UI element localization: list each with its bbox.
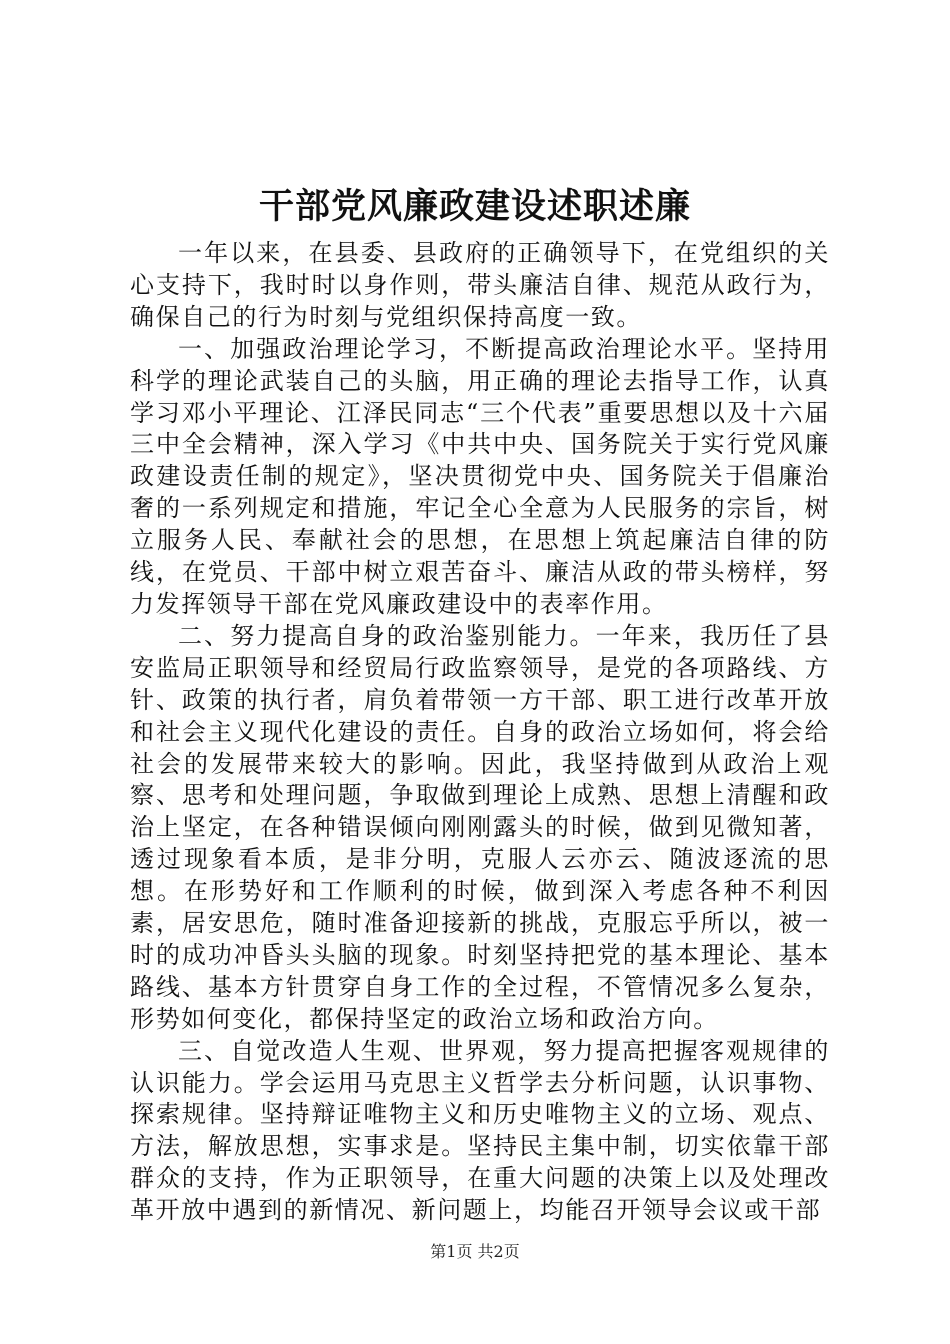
intro-paragraph: 一年以来，在县委、县政府的正确领导下，在党组织的关心支持下，我时时以身作则，带头廉洁自律、规范从政行为，确保自己的行为时刻与党组织保持高度一致。 — [130, 239, 830, 331]
page-footer: 第1页 共2页 — [430, 1242, 520, 1261]
document-body — [130, 238, 830, 1227]
section-two-paragraph: 二、努力提高自身的政治鉴别能力。一年来，我历任了县安监局正职领导和经贸局行政监察领导，是党的各项路线、方针、政策的执行者，肩负着带领一方干部、职工进行改革开放和社会主义现代化建设的责任。自身的政治立场如何，将会给社会的发展带来较大的影响。因此，我坚持做到从政治上观察、思考和处理问题，争取做到理论上成熟、思想上清醒和政治上坚定，在各种错误倾向刚刚露头的时候，做到见微知著，透过现象看本质，是非分明，克服人云亦云、随波逐流的思想。在形势好和工作顺利的时候，做到深入考虑各种不利因素，居安思危，随时准备迎接新的挑战，克服忘乎所以，被一时的成功冲昏头头脑的现象。时刻坚持把党的基本理论、基本路线、基本方针贯穿自身工作的全过程，不管情况多么复杂，形势如何变化，都保持坚定的政治立场和政治方向。 — [130, 621, 830, 1033]
document-title: 干部党风廉政建设述职述廉 — [258, 186, 691, 227]
section-three-paragraph: 三、自觉改造人生观、世界观，努力提高把握客观规律的认识能力。学会运用马克思主义哲学去分析问题，认识事物、探索规律。坚持辩证唯物主义和历史唯物主义的立场、观点、方法，解放思想，实事求是。坚持民主集中制，切实依靠干部群众的支持，作为正职领导，在重大问题的决策上以及处理改革开放中遇到的新情况、新问题上，均能召开领导会议或干部 — [130, 1036, 830, 1225]
section-one-paragraph: 一、加强政治理论学习，不断提高政治理论水平。坚持用科学的理论武装自己的头脑，用正确的理论去指导工作，认真学习邓小平理论、江泽民同志“三个代表”重要思想以及十六届三中全会精神，深入学习《中共中央、国务院关于实行党风廉政建设责任制的规定》，坚决贯彻党中央、国务院关于倡廉治奢的一系列规定和措施，牢记全心全意为人民服务的宗旨，树立服务人民、奉献社会的思想，在思想上筑起廉洁自律的防线，在党员、干部中树立艰苦奋斗、廉洁从政的带头榜样，努力发挥领导干部在党风廉政建设中的表率作用。 — [130, 334, 830, 618]
